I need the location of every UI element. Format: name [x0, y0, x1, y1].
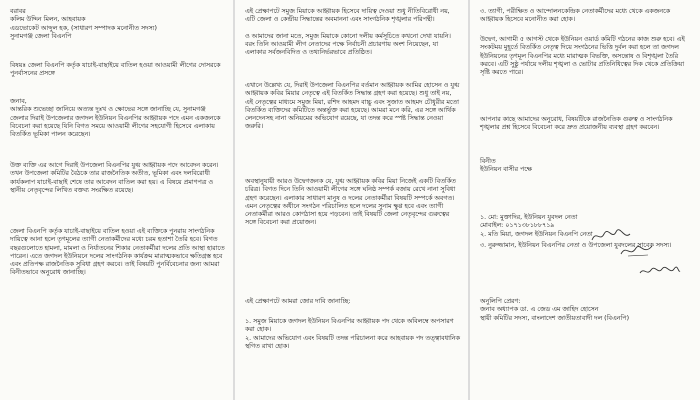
signatory-list: ৩. নুরুজ্জামান, ইউনিয়ন বিএনপির নেতা ও উপজেলা যুবদলের সাবেক সদস্য।	[480, 242, 672, 249]
demand-list: ৩. ত্যাগী, পরীক্ষিত ও আন্দোলনকেন্দ্রিক নেতাকর্মীদের মধ্যে থেকে একজনকে আহ্বায়ক হিসেবে মনোনীত করা হোক।	[480, 8, 673, 24]
handwritten-signature	[638, 264, 682, 278]
demand-list: ১. সমুজ মিয়াকে জগদল ইউনিয়ন বিএনপির আহ্বায়ক পদ থেকে অবিলম্বে অপসারণ করা হোক। ২. আমাদের অভিযোগ এবং বিষয়টি তদন্ত পরিচালনা করে আহবায়ক পদ তত্ত্বাবধানিক স্থগিত রাখা হোক।	[245, 318, 460, 350]
document-page-1	[0, 0, 233, 400]
signatory-list: ১. মো: মুক্তাদির, ইউনিয়ন যুবদল নেতা মোবাইল: ০১৭১৩৮১৮৮৭১৯ ২. মতি মিয়া, জগদল ইউনিয়ন বিএনপি নেতা	[480, 214, 593, 238]
request-paragraph: আপনার কাছে আমাদের অনুরোধ, বিষয়টিকে রাজনৈতিক গুরুত্ব ও সাংগঠনিক শৃঙ্খলার প্রশ্ন হিসেবে বিবেচনা করে দ্রুত প্রয়োজনীয় ব্যবস্থা গ্রহণ করবেন।	[480, 116, 675, 132]
document-page-2	[235, 0, 468, 400]
salutation-paragraph: জনাব, আন্তরিক শুভেচ্ছা জানিয়ে অত্যন্ত দুঃখ ও ক্ষোভের সঙ্গে জানাচ্ছি যে, সুনামগঞ্জ জেলার দিরাই উপজেলার জগদল ইউনিয়ন বিএনপির আহ্বায়ক পদে এমন একজনকে বিবেচনা করা হয়েছে যিনি বিগত সময়ে আওয়ামী লীগের সহযোগী হিসেবে এলাকায় বিতর্কিত ভূমিকা পালন করেছেন।	[10, 98, 221, 139]
body-paragraph: এখানে উল্লেখ্য যে, দিরাই উপজেলা বিএনপির বর্তমান আহ্বায়ক আমির হোসেন ও যুগ্ম আহ্বায়ক কবির মিয়ার নেতৃত্বে এই বিতর্কিত সিদ্ধান্ত গ্রহণ করা হয়েছে। শুধু তাই নয়, এই নেতৃত্বের মাধ্যমে সমুজ মিয়া, রশিদ আহমদ বাচ্চু এবং সুজাত আহমদ চৌধুরীর মতো বিতর্কিত ব্যক্তিদের কমিটিতে অন্তর্ভুক্ত করা হয়েছে। আমরা মনে করি, এর সঙ্গে আর্থিক লেনদেনসহ নানা অনিয়মের অভিযোগ রয়েছে, যা তদন্ত করে স্পষ্ট সিদ্ধান্ত নেওয়া জরুরি।	[245, 82, 462, 131]
copy-to-block: অনুলিপি প্রেরণ: জনাব অধ্যাপক ডা. এ জেড এম জাহিদ হোসেন স্থায়ী কমিটির সদস্য, বাংলাদেশ জাতীয়তাবাদী দল (বিএনপি)	[480, 298, 630, 322]
demand-heading: এই প্রেক্ষাপটে আমরা জোর দাবি জানাচ্ছি:	[245, 298, 351, 305]
body-paragraph: অবস্থানুযায়ী আরও উদ্বেগজনক যে, যুগ্ম আহ্বায়ক কবির মিয়া নিজেই একটি বিতর্কিত চরিত্র। বিগত দিনে তিনি আওয়ামী লীগের সঙ্গে ঘনিষ্ঠ সম্পর্ক বজায় রেখে নানা সুবিধা গ্রহণ করেছেন। এলাকার সাধারণ মানুষ ও দলের নেতাকর্মীরা বিষয়টি সম্পর্কে অবগত। এমন নেতৃত্বের অধীনে সংগঠন পরিচালিত হলে দলের সুনাম ক্ষুণ্ণ হবে এবং ত্যাগী নেতাকর্মীরা আরও কোণঠাসা হয়ে পড়বেন। তাই বিষয়টি জেলা নেতৃবৃন্দের গুরুত্বের সঙ্গে বিবেচনা করা প্রয়োজন।	[245, 178, 458, 227]
recipient-block: বরাবর কলিম উদ্দিন মিলন, আহবায়ক এডভোকেট আব্দুল হক, (সাধারণ সম্পাদক মনোনীত সদস্য) সুনামগঞ্জ জেলা বিএনপি	[10, 8, 157, 40]
body-paragraph: উক্ত ব্যক্তি এর আগে দিরাই উপজেলা বিএনপির যুগ্ম আহ্বায়ক পদে আবেদন করেন। তখন উপজেলা কমিটির বৈঠকে তার রাজনৈতিক অতীত, ভূমিকা এবং দলবিরোধী কার্যকলাপ যাচাই-বাছাই শেষে তার আবেদন বাতিল করা হয়। এ বিষয়ে প্রমাণপত্র ও স্থানীয় নেতৃবৃন্দের লিখিত বক্তব্য সংরক্ষিত রয়েছে।	[10, 162, 221, 194]
closing-block: বিনীত ইউনিয়ন বাসীর পক্ষে	[480, 158, 532, 174]
document-page-3	[470, 0, 700, 400]
body-paragraph: এই প্রেক্ষাপটে সমুজ মিয়াকে আহ্বায়ক হিসেবে দায়িত্ব দেওয়া শুধু নীতিবিরোধী নয়, এটি জেলা ও কেন্দ্রীয় সিদ্ধান্তের অবমাননা এবং সাংগঠনিক শৃঙ্খলার পরিপন্থী। ও আমাদের জানা মতে, সমুজ মিয়াকে কোনো দলীয় কর্মসূচিতে কখনো দেখা যায়নি। বরং তিনি আওয়ামী লীগ নেতাদের পক্ষে নির্বাচনী প্রচারণায় অংশ নিয়েছেন, যা এলাকার সর্বজনবিদিত ও তথ্যনির্ভরভাবে প্রতিষ্ঠিত।	[245, 8, 451, 57]
body-paragraph: জেলা বিএনপি কর্তৃক যাচাই-বাছাইয়ে বাতিল হওয়া এই ব্যক্তিকে পুনরায় সাংগঠনিক দায়িত্বে আনা হলে তৃণমূলের ত্যাগী নেতাকর্মীদের মধ্যে চরম হতাশা তৈরি হবে। বিগত বছরগুলোতে হামলা, মামলা ও নির্যাতনের শিকার নেতাকর্মীরা দলের প্রতি আস্থা হারাতে পারেন। এতে জগদল ইউনিয়নে দলের সাংগঠনিক কার্যক্রম মারাত্মকভাবে ক্ষতিগ্রস্ত হবে এবং প্রতিপক্ষ রাজনৈতিক সুবিধা গ্রহণ করবে। তাই বিষয়টি পুনর্বিবেচনার জন্য আমরা বিনীতভাবে অনুরোধ জানাচ্ছি।	[10, 228, 227, 277]
body-paragraph: উদ্বেগ, আগামী ৫ আগস্ট থেকে ইউনিয়ন ওয়ার্ড কমিটি গঠনের কাজ শুরু হবে। এই সংকটময় মুহূর্তে বিতর্কিত নেতৃত্ব দিয়ে সংগঠনের ভিত্তি দুর্বল করা হলে তা জগদল ইউনিয়নের তৃণমূল বিএনপির মধ্যে মারাত্মক বিভক্তি, অসন্তোষ ও বিশৃঙ্খলা তৈরি করবে। এটি সুষ্ঠু পর্যায়ে দলীয় শৃঙ্খলা ও ভোটার প্রতিনিধিত্বের দিক থেকে প্রতিক্রিয়া সৃষ্টি করতে পারে।	[480, 36, 687, 77]
subject-line: বিষয়ঃ জেলা বিএনপি কর্তৃক যাচাই-বাছাইয়ে বাতিল হওয়া আওয়ামী লীগের দোসরকে পুনর্বাসনের প্রসঙ্গে	[10, 62, 223, 78]
handwritten-signature	[618, 240, 656, 260]
